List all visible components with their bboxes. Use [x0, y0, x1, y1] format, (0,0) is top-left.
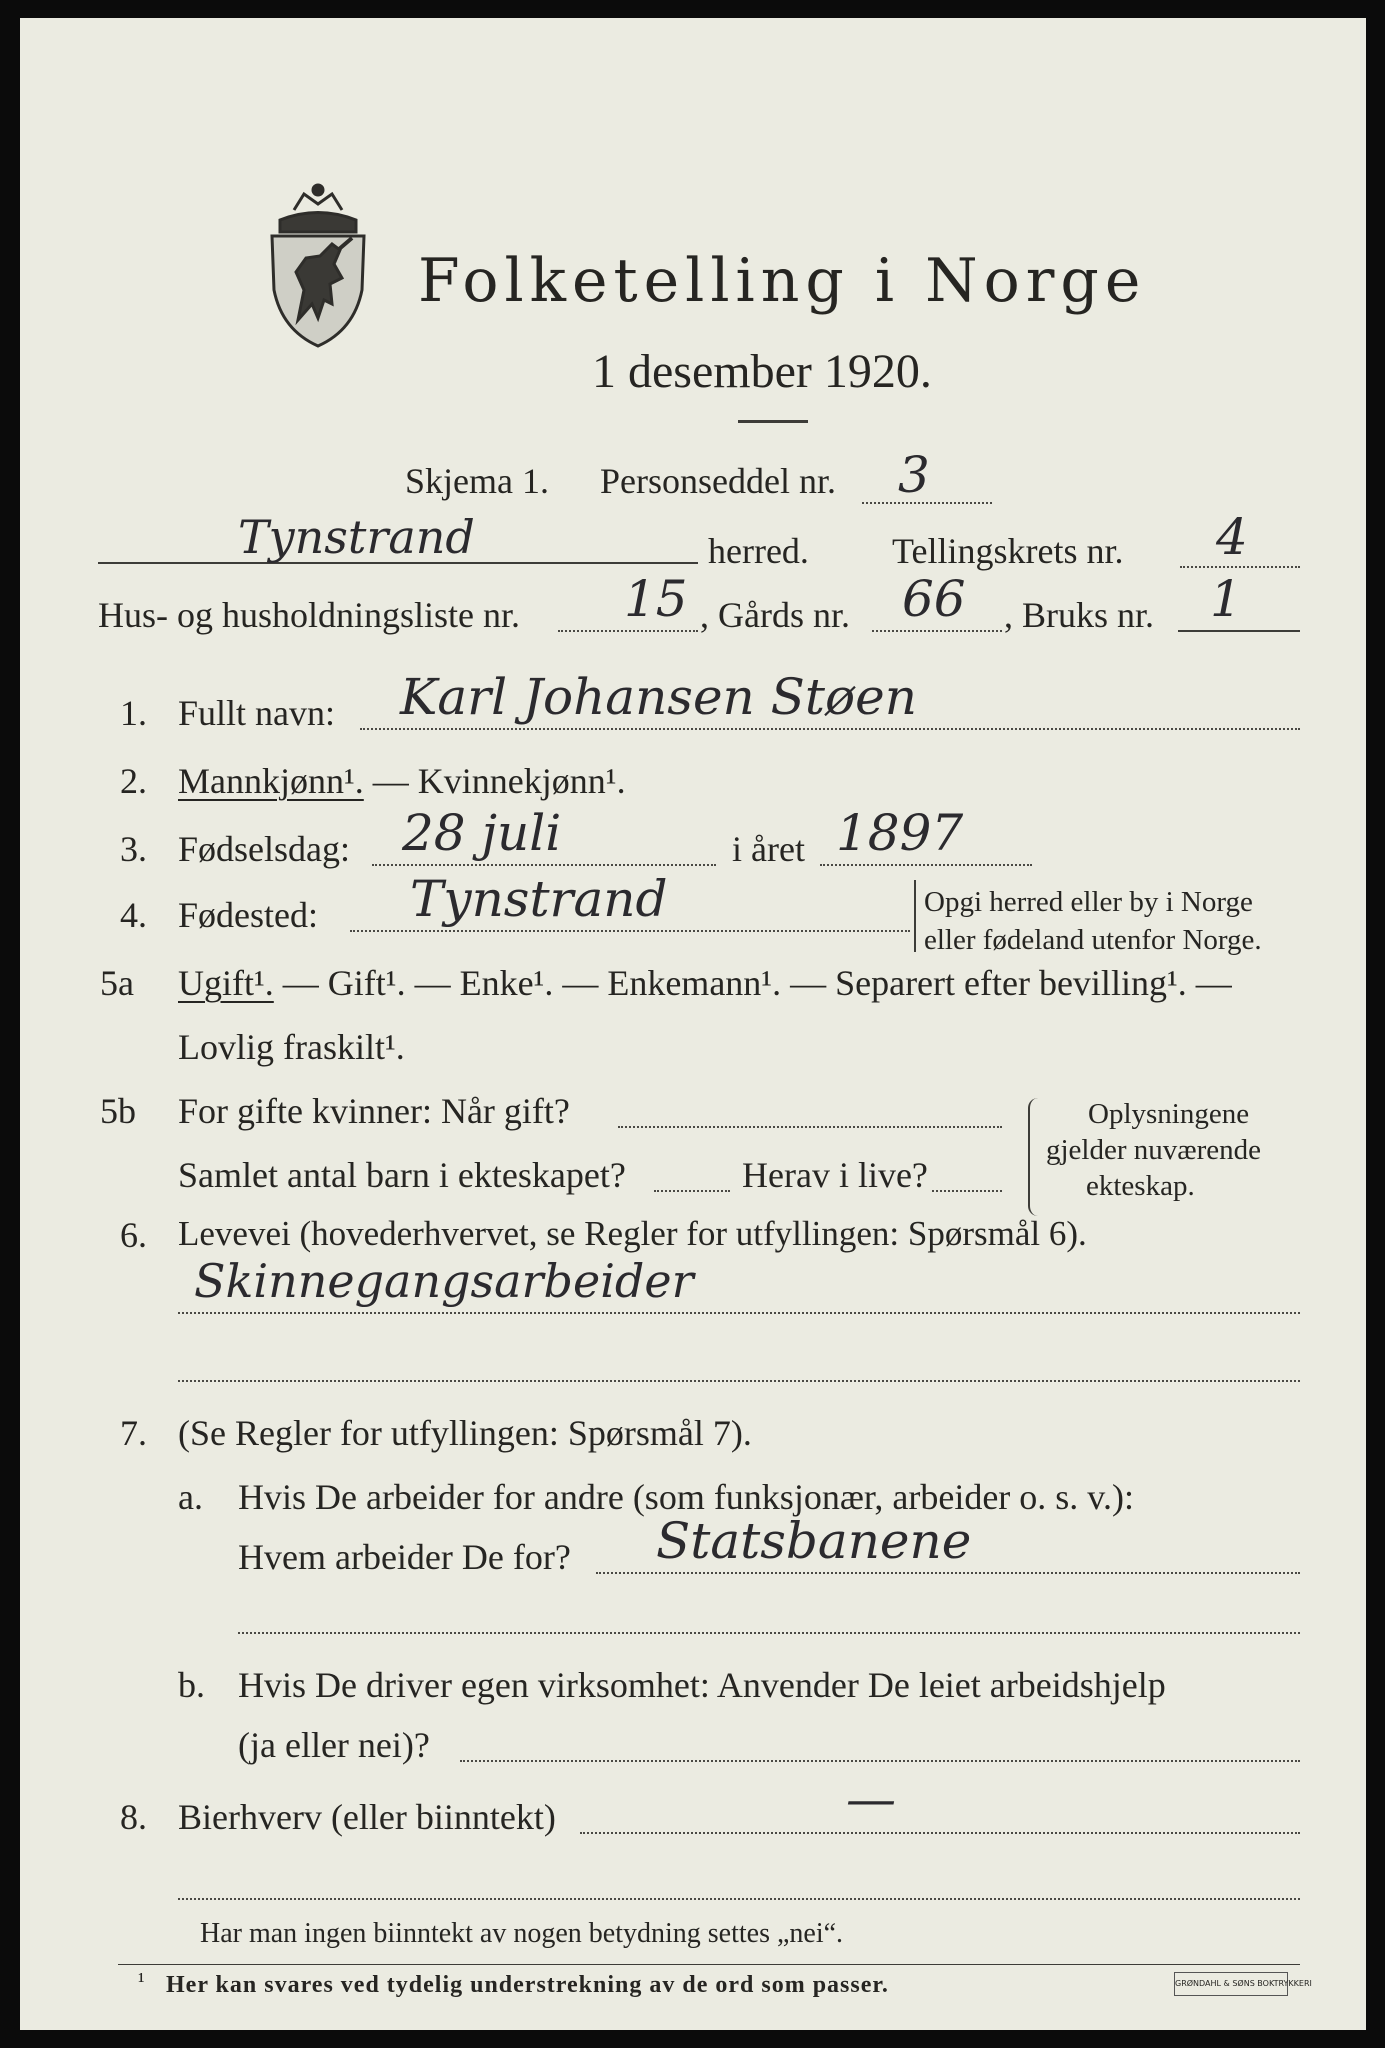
hus-label: Hus- og husholdningsliste nr. [98, 595, 521, 635]
printer-stamp: GRØNDAHL & SØNS BOKTRYKKERI [1174, 1972, 1288, 1996]
q7-number: 7. [120, 1413, 147, 1453]
q7a-label-1: Hvis De arbeider for andre (som funksjonær, arbeider o. s. v.): [238, 1477, 1134, 1517]
title-rule [738, 420, 808, 423]
q7-label: (Se Regler for utfyllingen: Spørsmål 7). [178, 1413, 752, 1453]
form-date: 1 desember 1920. [592, 345, 932, 398]
q2-mannkjonn[interactable]: Mannkjønn¹. [178, 761, 364, 801]
q6-dots-2 [178, 1380, 1300, 1382]
q7b-label-1: Hvis De driver egen virksomhet: Anvender De leiet arbeidshjelp [238, 1665, 1166, 1705]
q5b-dots-1 [618, 1126, 1002, 1128]
q4-note-2: eller fødeland utenfor Norge. [924, 924, 1262, 956]
q4-number: 4. [120, 895, 147, 935]
q7a-label-2: Hvem arbeider De for? [238, 1537, 571, 1577]
q5b-label-2: Samlet antal barn i ekteskapet? [178, 1155, 626, 1195]
herred-label: herred. [708, 531, 809, 571]
hus-dots [558, 630, 698, 632]
gards-label: , Gårds nr. [700, 595, 850, 635]
q2-number: 2. [120, 761, 147, 801]
skjema-label: Skjema 1. [405, 461, 549, 501]
q5b-number: 5b [100, 1091, 136, 1131]
birthday-value[interactable]: 28 juli [402, 804, 562, 862]
q2-kvinnekjonn[interactable]: — Kvinnekjønn¹. [363, 761, 626, 801]
q6-number: 6. [120, 1215, 147, 1255]
q8-number: 8. [120, 1797, 147, 1837]
q5a-ugift[interactable]: Ugift¹. [178, 963, 274, 1003]
gards-value[interactable]: 66 [902, 570, 966, 628]
gards-dots [872, 630, 1002, 632]
q8-label: Bierhverv (eller biinntekt) [178, 1797, 556, 1837]
q7b-number: b. [178, 1665, 205, 1705]
birth-year-value[interactable]: 1897 [836, 804, 964, 862]
birthplace-value[interactable]: Tynstrand [410, 870, 668, 928]
q3-dots [372, 864, 716, 866]
q3-year-label: i året [732, 829, 805, 869]
q5b-note-1: Oplysningene [1088, 1098, 1250, 1130]
herred-value[interactable]: Tynstrand [238, 510, 475, 564]
q5b-dots-2 [654, 1190, 730, 1192]
bruks-value[interactable]: 1 [1210, 570, 1242, 628]
q7a-number: a. [178, 1477, 203, 1517]
q5a-number: 5a [100, 963, 134, 1003]
q4-dots [350, 930, 910, 932]
q3-year-dots [820, 864, 1032, 866]
q1-number: 1. [120, 693, 147, 733]
employer-value[interactable]: Statsbanene [656, 1512, 972, 1570]
q7a-dots-1 [596, 1572, 1300, 1574]
occupation-value[interactable]: Skinnegangsarbeider [194, 1254, 694, 1308]
tellingskrets-value[interactable]: 4 [1216, 508, 1248, 566]
footnote-text: Her kan svares ved tydelig understrekning av de ord som passer. [166, 1972, 889, 1998]
q8-note: Har man ingen biinntekt av nogen betydning settes „nei“. [200, 1918, 844, 1949]
q4-label: Fødested: [178, 895, 318, 935]
q5b-note-2: gjelder nuværende [1046, 1134, 1262, 1166]
q5a-line2[interactable]: Lovlig fraskilt¹. [178, 1027, 405, 1067]
q7a-dots-2 [238, 1632, 1300, 1634]
form-title: Folketelling i Norge [418, 246, 1147, 316]
q4-note-1: Opgi herred eller by i Norge [924, 886, 1253, 918]
q1-label: Fullt navn: [178, 693, 336, 733]
q5a-status [178, 962, 1232, 1004]
norwegian-lion-crest-icon [258, 180, 378, 350]
q2-gender [178, 760, 626, 802]
bruks-line [1178, 630, 1300, 632]
footnote-mark: ¹ [138, 1968, 145, 1993]
tellingskrets-label: Tellingskrets nr. [892, 531, 1124, 571]
side-income-value[interactable]: — [846, 1770, 896, 1828]
census-form-page [20, 18, 1366, 2030]
q5b-bracket [1028, 1098, 1040, 1216]
footnote-rule [118, 1964, 1300, 1965]
full-name-value[interactable]: Karl Johansen Støen [400, 668, 917, 726]
q4-bracket [914, 880, 916, 952]
q7b-label-2: (ja eller nei)? [238, 1725, 430, 1765]
q5b-label-3: Herav i live? [742, 1155, 928, 1195]
personseddel-label: Personseddel nr. [600, 461, 836, 501]
q6-label: Levevei (hovederhvervet, se Regler for utfyllingen: Spørsmål 6). [178, 1214, 1087, 1253]
personseddel-value[interactable]: 3 [898, 446, 930, 504]
q8-dots-2 [178, 1898, 1300, 1900]
q5b-label-1: For gifte kvinner: Når gift? [178, 1091, 570, 1131]
q1-dots [360, 728, 1300, 730]
q5b-dots-3 [932, 1190, 1002, 1192]
q3-number: 3. [120, 829, 147, 869]
bruks-label: , Bruks nr. [1004, 595, 1155, 635]
q7b-dots [460, 1760, 1300, 1762]
q3-label: Fødselsdag: [178, 829, 351, 869]
q6-dots-1 [178, 1312, 1300, 1314]
hus-value[interactable]: 15 [624, 570, 688, 628]
q5b-note-3: ekteskap. [1086, 1170, 1195, 1202]
q8-dots-1 [580, 1832, 1300, 1834]
tellingskrets-dots [1180, 566, 1300, 568]
q5a-other-status[interactable]: — Gift¹. — Enke¹. — Enkemann¹. — Separert efter bevilling¹. — [273, 963, 1232, 1003]
